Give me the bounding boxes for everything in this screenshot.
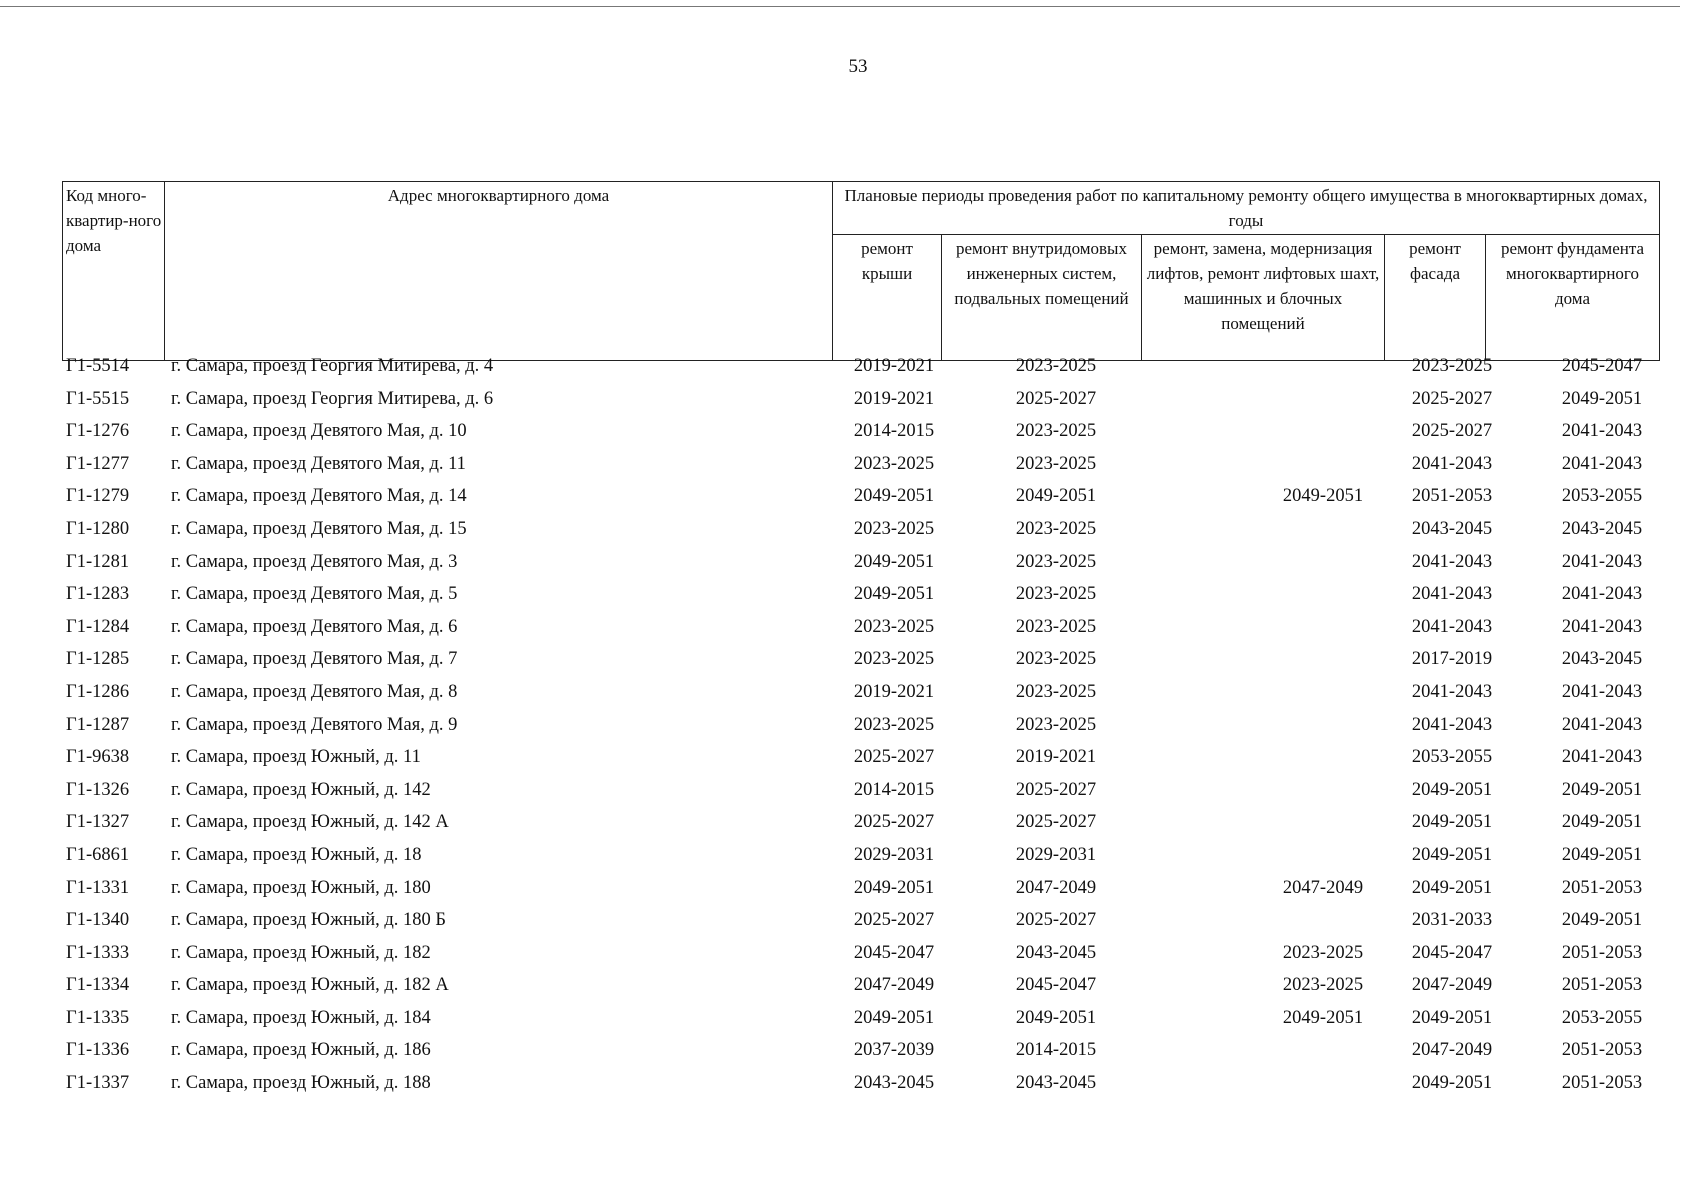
house-code: Г1-1284 bbox=[66, 616, 130, 637]
roof-period: 2014-2015 bbox=[853, 779, 935, 800]
house-address: г. Самара, проезд Южный, д. 180 bbox=[171, 877, 431, 898]
house-code: Г1-1283 bbox=[66, 584, 130, 605]
facade-period: 2045-2047 bbox=[1411, 942, 1493, 963]
foundation-period: 2041-2043 bbox=[1561, 681, 1643, 702]
facade-period: 2043-2045 bbox=[1411, 518, 1493, 539]
lift-period: 2023-2025 bbox=[1282, 942, 1364, 963]
facade-period: 2051-2053 bbox=[1411, 486, 1493, 507]
engineering-period: 2045-2047 bbox=[1015, 975, 1097, 996]
house-code: Г1-6861 bbox=[66, 844, 130, 865]
house-address: г. Самара, проезд Южный, д. 182 bbox=[171, 942, 431, 963]
foundation-period: 2041-2043 bbox=[1561, 616, 1643, 637]
engineering-period: 2023-2025 bbox=[1015, 453, 1097, 474]
roof-period: 2014-2015 bbox=[853, 421, 935, 442]
facade-period: 2049-2051 bbox=[1411, 877, 1493, 898]
facade-period: 2031-2033 bbox=[1411, 910, 1493, 931]
house-code: Г1-5515 bbox=[66, 388, 130, 409]
house-address: г. Самара, проезд Южный, д. 186 bbox=[171, 1040, 431, 1061]
lift-period: 2023-2025 bbox=[1282, 975, 1364, 996]
house-address: г. Самара, проезд Девятого Мая, д. 15 bbox=[171, 518, 467, 539]
house-address: г. Самара, проезд Южный, д. 142 А bbox=[171, 812, 449, 833]
house-code: Г1-1333 bbox=[66, 942, 130, 963]
engineering-period: 2029-2031 bbox=[1015, 844, 1097, 865]
engineering-period: 2014-2015 bbox=[1015, 1040, 1097, 1061]
house-address: г. Самара, проезд Девятого Мая, д. 8 bbox=[171, 681, 458, 702]
roof-period: 2019-2021 bbox=[853, 356, 935, 376]
house-address: г. Самара, проезд Южный, д. 11 bbox=[171, 747, 421, 768]
house-code: Г1-1336 bbox=[66, 1040, 130, 1061]
roof-period: 2025-2027 bbox=[853, 910, 935, 931]
roof-period: 2025-2027 bbox=[853, 747, 935, 768]
engineering-period: 2023-2025 bbox=[1015, 356, 1097, 376]
foundation-period: 2041-2043 bbox=[1561, 747, 1643, 768]
house-address: г. Самара, проезд Южный, д. 180 Б bbox=[171, 910, 447, 931]
foundation-period: 2051-2053 bbox=[1561, 975, 1643, 996]
house-code: Г1-1340 bbox=[66, 910, 130, 931]
house-code: Г1-1276 bbox=[66, 421, 130, 442]
foundation-period: 2041-2043 bbox=[1561, 714, 1643, 735]
house-code: Г1-1331 bbox=[66, 877, 130, 898]
house-address: г. Самара, проезд Девятого Мая, д. 14 bbox=[171, 486, 467, 507]
roof-period: 2047-2049 bbox=[853, 975, 935, 996]
header-facade: ремонт фасада bbox=[1385, 235, 1486, 361]
roof-period: 2023-2025 bbox=[853, 616, 935, 637]
facade-period: 2049-2051 bbox=[1411, 779, 1493, 800]
house-address: г. Самара, проезд Девятого Мая, д. 9 bbox=[171, 714, 458, 735]
engineering-period: 2023-2025 bbox=[1015, 616, 1097, 637]
header-foundation: ремонт фундамента многоквартирного дома bbox=[1486, 235, 1660, 361]
engineering-period: 2023-2025 bbox=[1015, 681, 1097, 702]
foundation-period: 2049-2051 bbox=[1561, 910, 1643, 931]
foundation-period: 2041-2043 bbox=[1561, 584, 1643, 605]
house-code: Г1-1277 bbox=[66, 453, 130, 474]
house-address: г. Самара, проезд Георгия Митирева, д. 6 bbox=[171, 388, 494, 409]
house-address: г. Самара, проезд Южный, д. 18 bbox=[171, 844, 422, 865]
facade-period: 2047-2049 bbox=[1411, 975, 1493, 996]
foundation-period: 2051-2053 bbox=[1561, 877, 1643, 898]
engineering-period: 2025-2027 bbox=[1015, 812, 1097, 833]
engineering-period: 2025-2027 bbox=[1015, 388, 1097, 409]
house-address: г. Самара, проезд Девятого Мая, д. 3 bbox=[171, 551, 458, 572]
engineering-period: 2043-2045 bbox=[1015, 942, 1097, 963]
roof-period: 2023-2025 bbox=[853, 518, 935, 539]
header-lifts: ремонт, замена, модернизация лифтов, ремонт лифтовых шахт, машинных и блочных помещений bbox=[1142, 235, 1385, 361]
roof-period: 2025-2027 bbox=[853, 812, 935, 833]
engineering-period: 2019-2021 bbox=[1015, 747, 1097, 768]
facade-period: 2025-2027 bbox=[1411, 388, 1493, 409]
facade-period: 2049-2051 bbox=[1411, 1073, 1493, 1094]
engineering-period: 2023-2025 bbox=[1015, 518, 1097, 539]
lift-period: 2049-2051 bbox=[1282, 486, 1364, 507]
engineering-period: 2023-2025 bbox=[1015, 714, 1097, 735]
facade-period: 2041-2043 bbox=[1411, 681, 1493, 702]
facade-period: 2017-2019 bbox=[1411, 649, 1493, 670]
house-code: Г1-1337 bbox=[66, 1073, 130, 1094]
foundation-period: 2043-2045 bbox=[1561, 518, 1643, 539]
roof-period: 2045-2047 bbox=[853, 942, 935, 963]
header-address: Адрес многоквартирного дома bbox=[165, 182, 833, 361]
roof-period: 2043-2045 bbox=[853, 1073, 935, 1094]
house-address: г. Самара, проезд Южный, д. 142 bbox=[171, 779, 431, 800]
roof-period: 2049-2051 bbox=[853, 486, 935, 507]
engineering-period: 2023-2025 bbox=[1015, 551, 1097, 572]
foundation-period: 2053-2055 bbox=[1561, 486, 1643, 507]
foundation-period: 2041-2043 bbox=[1561, 551, 1643, 572]
engineering-period: 2047-2049 bbox=[1015, 877, 1097, 898]
house-address: г. Самара, проезд Южный, д. 184 bbox=[171, 1007, 431, 1028]
header-roof: ремонт крыши bbox=[833, 235, 942, 361]
house-code: Г1-5514 bbox=[66, 356, 130, 376]
roof-period: 2049-2051 bbox=[853, 1007, 935, 1028]
header-code: Код много-квартир-ного дома bbox=[63, 182, 165, 361]
facade-period: 2041-2043 bbox=[1411, 551, 1493, 572]
facade-period: 2041-2043 bbox=[1411, 714, 1493, 735]
house-code: Г1-1287 bbox=[66, 714, 130, 735]
foundation-period: 2043-2045 bbox=[1561, 649, 1643, 670]
house-address: г. Самара, проезд Девятого Мая, д. 7 bbox=[171, 649, 458, 670]
house-address: г. Самара, проезд Девятого Мая, д. 11 bbox=[171, 453, 466, 474]
foundation-period: 2049-2051 bbox=[1561, 779, 1643, 800]
engineering-period: 2049-2051 bbox=[1015, 1007, 1097, 1028]
house-code: Г1-1280 bbox=[66, 518, 130, 539]
house-address: г. Самара, проезд Девятого Мая, д. 6 bbox=[171, 616, 458, 637]
roof-period: 2019-2021 bbox=[853, 388, 935, 409]
foundation-period: 2049-2051 bbox=[1561, 812, 1643, 833]
facade-period: 2049-2051 bbox=[1411, 1007, 1493, 1028]
roof-period: 2023-2025 bbox=[853, 649, 935, 670]
house-address: г. Самара, проезд Георгия Митирева, д. 4 bbox=[171, 356, 494, 376]
house-code: Г1-1334 bbox=[66, 975, 130, 996]
house-code: Г1-1335 bbox=[66, 1007, 130, 1028]
engineering-period: 2025-2027 bbox=[1015, 910, 1097, 931]
engineering-period: 2023-2025 bbox=[1015, 421, 1097, 442]
engineering-period: 2023-2025 bbox=[1015, 649, 1097, 670]
facade-period: 2023-2025 bbox=[1411, 356, 1493, 376]
facade-period: 2025-2027 bbox=[1411, 421, 1493, 442]
lift-period: 2049-2051 bbox=[1282, 1007, 1364, 1028]
roof-period: 2029-2031 bbox=[853, 844, 935, 865]
house-code: Г1-9638 bbox=[66, 747, 130, 768]
header-periods: Плановые периоды проведения работ по капитальному ремонту общего имущества в многоквартирных домах, годы bbox=[833, 182, 1660, 235]
foundation-period: 2051-2053 bbox=[1561, 1073, 1643, 1094]
header-engineering: ремонт внутридомовых инженерных систем, подвальных помещений bbox=[942, 235, 1142, 361]
engineering-period: 2025-2027 bbox=[1015, 779, 1097, 800]
foundation-period: 2041-2043 bbox=[1561, 421, 1643, 442]
house-code: Г1-1326 bbox=[66, 779, 130, 800]
roof-period: 2049-2051 bbox=[853, 877, 935, 898]
foundation-period: 2053-2055 bbox=[1561, 1007, 1643, 1028]
house-code: Г1-1279 bbox=[66, 486, 130, 507]
foundation-period: 2041-2043 bbox=[1561, 453, 1643, 474]
foundation-period: 2049-2051 bbox=[1561, 844, 1643, 865]
foundation-period: 2051-2053 bbox=[1561, 942, 1643, 963]
lift-period: 2047-2049 bbox=[1282, 877, 1364, 898]
house-address: г. Самара, проезд Девятого Мая, д. 10 bbox=[171, 421, 467, 442]
house-address: г. Самара, проезд Южный, д. 188 bbox=[171, 1073, 431, 1094]
roof-period: 2049-2051 bbox=[853, 584, 935, 605]
facade-period: 2041-2043 bbox=[1411, 584, 1493, 605]
house-code: Г1-1327 bbox=[66, 812, 130, 833]
page-number: 53 bbox=[848, 56, 868, 77]
roof-period: 2023-2025 bbox=[853, 453, 935, 474]
engineering-period: 2043-2045 bbox=[1015, 1073, 1097, 1094]
facade-period: 2053-2055 bbox=[1411, 747, 1493, 768]
facade-period: 2041-2043 bbox=[1411, 453, 1493, 474]
table-header bbox=[62, 181, 1660, 361]
foundation-period: 2045-2047 bbox=[1561, 356, 1643, 376]
house-code: Г1-1286 bbox=[66, 681, 130, 702]
roof-period: 2019-2021 bbox=[853, 681, 935, 702]
foundation-period: 2049-2051 bbox=[1561, 388, 1643, 409]
facade-period: 2047-2049 bbox=[1411, 1040, 1493, 1061]
facade-period: 2049-2051 bbox=[1411, 844, 1493, 865]
roof-period: 2049-2051 bbox=[853, 551, 935, 572]
engineering-period: 2023-2025 bbox=[1015, 584, 1097, 605]
roof-period: 2023-2025 bbox=[853, 714, 935, 735]
facade-period: 2041-2043 bbox=[1411, 616, 1493, 637]
house-code: Г1-1285 bbox=[66, 649, 130, 670]
house-address: г. Самара, проезд Девятого Мая, д. 5 bbox=[171, 584, 458, 605]
engineering-period: 2049-2051 bbox=[1015, 486, 1097, 507]
house-code: Г1-1281 bbox=[66, 551, 130, 572]
facade-period: 2049-2051 bbox=[1411, 812, 1493, 833]
house-address: г. Самара, проезд Южный, д. 182 А bbox=[171, 975, 449, 996]
foundation-period: 2051-2053 bbox=[1561, 1040, 1643, 1061]
roof-period: 2037-2039 bbox=[853, 1040, 935, 1061]
top-rule bbox=[0, 6, 1680, 7]
